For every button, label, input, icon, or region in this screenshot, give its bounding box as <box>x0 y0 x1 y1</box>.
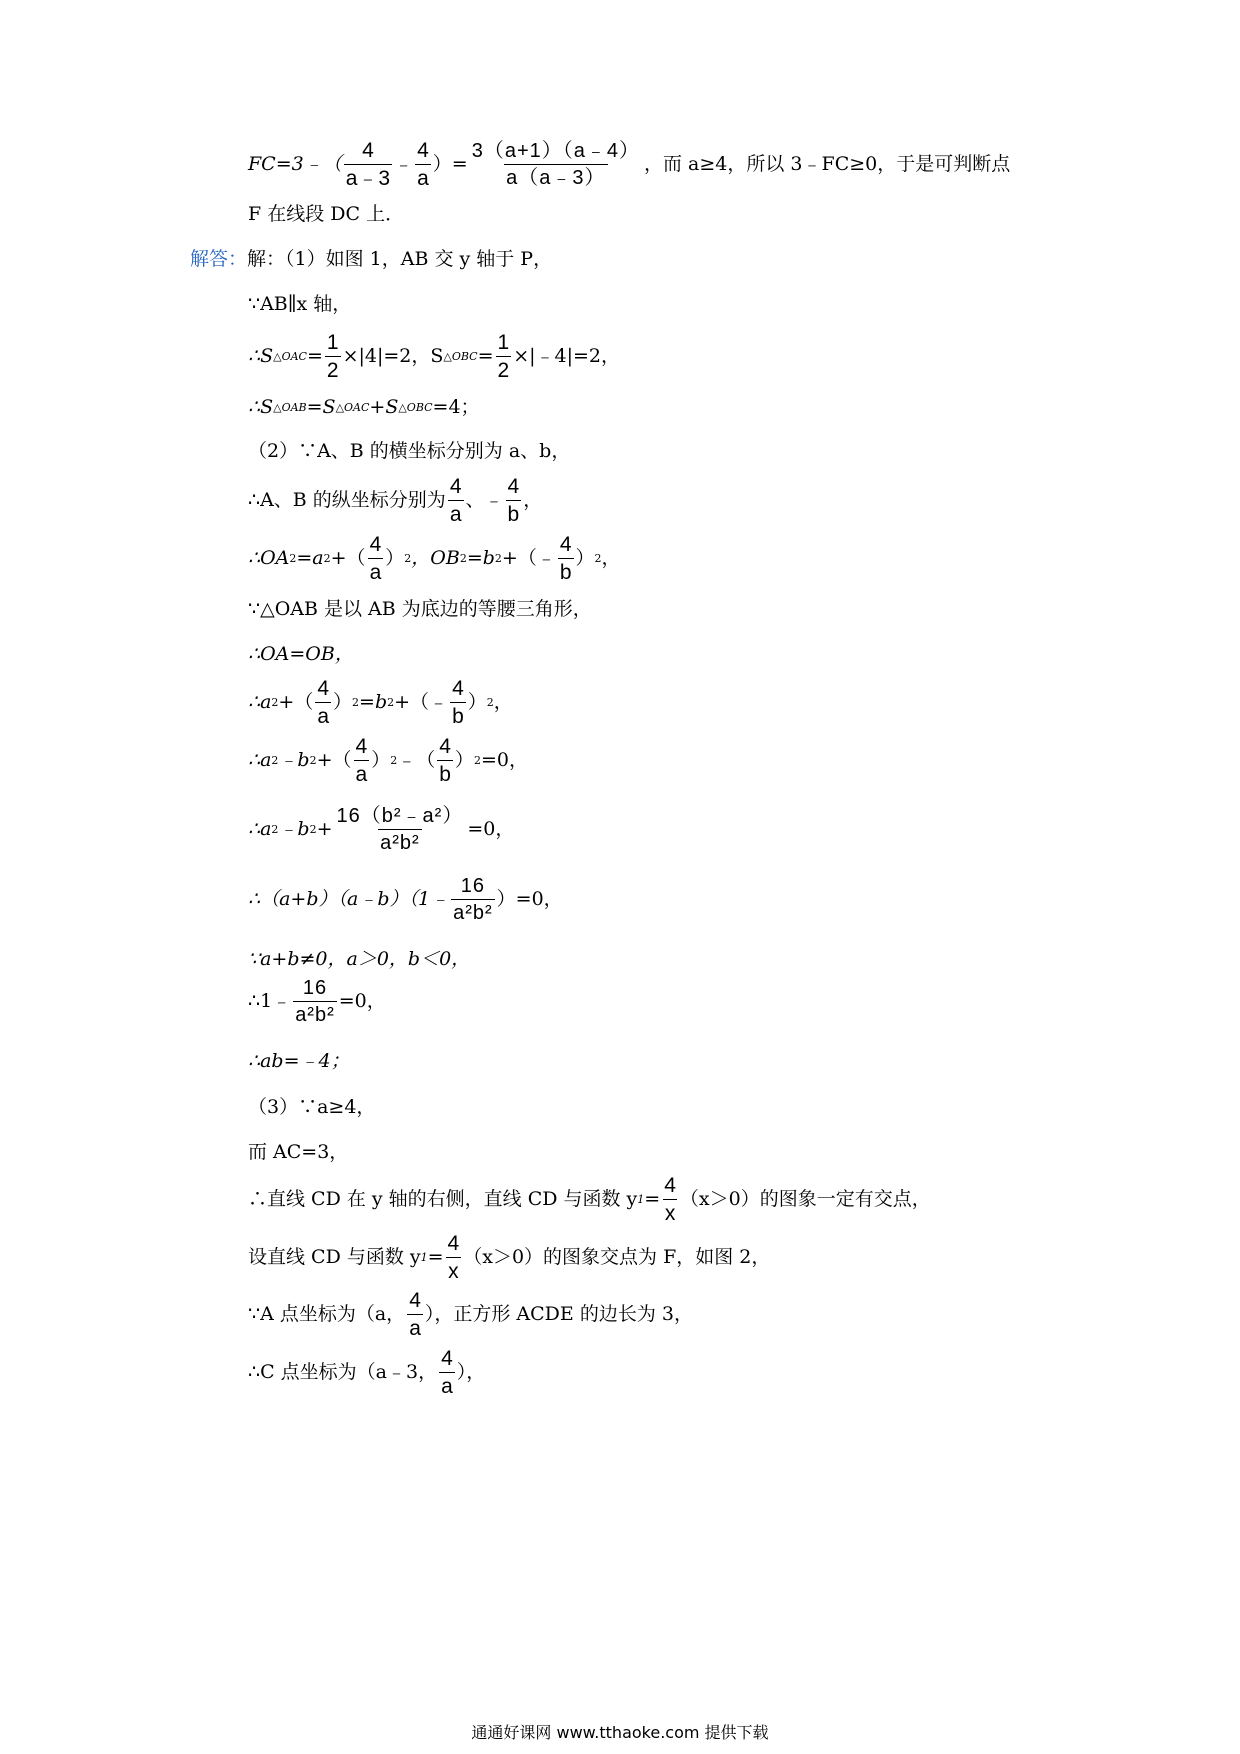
denominator: a <box>407 1314 423 1339</box>
solution-line-15 <box>248 876 563 923</box>
fraction <box>325 332 341 381</box>
text: ），正方形 ACDE 的边长为 3， <box>424 1303 693 1325</box>
numerator: 4 <box>507 475 520 498</box>
solution-line-6: ∴S △OAB =S △OAC +S △OBC =4； <box>248 396 480 418</box>
numerator: 16 <box>302 977 328 999</box>
text: ∴a <box>248 691 272 713</box>
text: ， <box>601 547 621 569</box>
denominator: a <box>448 500 464 525</box>
denominator: x <box>446 1257 461 1282</box>
fraction <box>407 1290 423 1339</box>
text: （3）∵a≥4， <box>248 1096 376 1118</box>
text: 解：（1）如图 1，AB 交 y 轴于 P， <box>247 248 553 270</box>
solution-line-24 <box>248 1348 485 1397</box>
text: ∴A、B 的纵坐标分别为 <box>248 489 446 511</box>
text: =0， <box>338 990 386 1012</box>
text: F 在线段 DC 上． <box>248 203 405 225</box>
text: ∴C 点坐标为（a﹣3， <box>248 1361 438 1383</box>
text: =0， <box>467 818 515 840</box>
fraction <box>439 1348 455 1397</box>
denominator: 2 <box>325 356 341 381</box>
text: +（﹣ <box>501 547 556 569</box>
text: ∴OA=OB， <box>248 643 354 665</box>
solution-line-17 <box>248 978 386 1025</box>
text: ） <box>385 547 405 569</box>
fraction <box>558 534 574 583</box>
text: ∴OA <box>248 547 290 569</box>
text: ）， <box>456 1361 486 1383</box>
text: ，OB <box>411 547 460 569</box>
numerator: 4 <box>417 139 429 162</box>
text: +（ <box>316 749 352 771</box>
solution-line-21: ∴直线 CD 在 y 轴的右侧，直线 CD 与函数 y 1 = $\frac{4}{x}$ （x＞0）的图象一定有交点， <box>248 1174 931 1225</box>
text: ∴S <box>248 345 274 367</box>
fraction <box>506 476 522 525</box>
solution-line-11 <box>248 645 354 664</box>
solution-line-10 <box>248 600 592 619</box>
denominator: x <box>663 1199 678 1224</box>
text: ） <box>371 749 391 771</box>
numerator: 4 <box>664 1174 676 1197</box>
numerator: 4 <box>447 1232 460 1255</box>
denominator: b <box>558 558 574 583</box>
fraction <box>448 476 464 525</box>
numerator: 4 <box>452 677 464 700</box>
text: ﹣ <box>394 153 414 175</box>
text: ∵AB∥x 轴， <box>248 293 352 315</box>
text: ﹣（ <box>397 749 436 771</box>
numerator: 4 <box>439 735 451 758</box>
denominator: a <box>315 702 331 727</box>
denominator: a²b² <box>451 899 495 923</box>
solution-line-9: ∴OA 2 =a 2 +（ $\frac{4}{a}$ ） 2 ，OB 2 =b 2 +（﹣ $\frac{4}{b}$ ） 2 ， <box>248 533 621 584</box>
answer-label: 解答： <box>190 248 248 270</box>
numerator: 4 <box>409 1289 421 1312</box>
numerator: 4 <box>441 1347 453 1370</box>
text: = <box>306 345 323 367</box>
text: （2）∵A、B 的横坐标分别为 a、b， <box>248 440 571 462</box>
text: ） <box>467 691 487 713</box>
text: ∴a <box>248 818 272 840</box>
denominator: b <box>450 702 466 727</box>
fraction <box>344 140 392 189</box>
solution-line-22: 设直线 CD 与函数 y 1 = $\frac{4}{x}$ （x＞0）的图象交点为 F，如图 2， <box>248 1232 771 1283</box>
text: ∴ab=﹣4； <box>248 1050 350 1072</box>
solution-line-20 <box>248 1143 348 1162</box>
text: ﹣b <box>278 749 310 771</box>
text: ）= <box>432 153 468 175</box>
numerator: 1 <box>326 331 339 354</box>
fraction <box>450 678 466 727</box>
text: = <box>477 345 494 367</box>
text: ∴直线 CD 在 y 轴的右侧，直线 CD 与函数 y <box>248 1188 638 1210</box>
text: =b <box>466 547 495 569</box>
fraction <box>451 876 495 923</box>
solution-line-18 <box>248 1052 350 1071</box>
text: ， <box>493 691 513 713</box>
numerator: 16（b²﹣a²） <box>336 805 464 827</box>
solution-line-16 <box>248 950 470 969</box>
text: 设直线 CD 与函数 y <box>248 1246 421 1268</box>
text: =0， <box>480 749 528 771</box>
numerator: 4 <box>369 533 382 556</box>
text: =4； <box>432 396 480 418</box>
denominator: a <box>368 558 384 583</box>
text: = <box>644 1188 661 1210</box>
text: ， <box>523 489 543 511</box>
fraction <box>446 1233 462 1282</box>
text: ﹣b <box>278 818 310 840</box>
fraction <box>470 141 642 188</box>
fraction <box>315 678 331 727</box>
fraction <box>437 736 453 785</box>
solution-line-12: ∴a 2 +（ $\frac{4}{a}$ ） 2 =b 2 +（﹣ $\frac{4}{b}$ ） 2 ， <box>248 677 513 728</box>
denominator: a <box>354 760 370 785</box>
text: FC=3﹣（ <box>248 153 342 175</box>
text: ，而 a≥4，所以 3﹣FC≥0，于是可判断点 <box>644 153 1011 175</box>
text: +（﹣ <box>394 691 449 713</box>
fraction <box>496 332 512 381</box>
solution-line-23 <box>248 1290 693 1339</box>
solution-line-7 <box>248 442 570 461</box>
numerator: 1 <box>497 331 510 354</box>
solution-line-3 <box>190 250 552 269</box>
text: +（ <box>278 691 314 713</box>
text: ）=0， <box>496 888 563 910</box>
solution-line-5: ∴S △OAC = $\frac{1}{2}$ ×|4|=2，S △OBC = $\frac{1}{2}$ ×|﹣4|=2， <box>248 331 621 382</box>
text: =S <box>306 396 336 418</box>
solution-line-13: ∴a 2 ﹣b 2 +（ $\frac{4}{a}$ ） 2 ﹣（ $\frac{4}{b}$ ） 2 =0， <box>248 735 528 786</box>
solution-line-4 <box>248 295 351 314</box>
denominator: a <box>439 1372 455 1397</box>
text: ∵a+b≠0，a＞0，b＜0， <box>248 948 471 970</box>
text: =a <box>296 547 324 569</box>
text: ∴1﹣ <box>248 990 292 1012</box>
numerator: 4 <box>317 677 330 700</box>
text: ） <box>575 547 595 569</box>
text: ） <box>454 749 474 771</box>
text: +（ <box>330 547 366 569</box>
text: ∵△OAB 是以 AB 为底边的等腰三角形， <box>248 598 592 620</box>
numerator: 4 <box>559 533 572 556</box>
solution-line-2 <box>248 205 404 224</box>
text: =b <box>359 691 388 713</box>
solution-line-14: ∴a 2 ﹣b 2 + $\frac{\text{16（b²﹣a²）}}{\text{a²b²}}$ =0， <box>248 805 515 854</box>
text: ∵A 点坐标为（a， <box>248 1303 406 1325</box>
fraction <box>335 806 466 853</box>
text: ∴S <box>248 396 274 418</box>
numerator: 16 <box>460 875 485 897</box>
denominator: a²b² <box>378 829 422 853</box>
solution-line-19 <box>248 1098 375 1117</box>
denominator: a（a﹣3） <box>504 164 607 188</box>
text: + <box>316 818 333 840</box>
page-footer: 通通好课网 www.tthaoke.com 提供下载 <box>471 1723 769 1742</box>
text: ∴a <box>248 749 272 771</box>
denominator: b <box>437 760 453 785</box>
solution-line-8 <box>248 476 542 525</box>
fraction <box>293 978 337 1025</box>
denominator: a²b² <box>293 1001 337 1025</box>
text: 而 AC=3， <box>248 1141 349 1163</box>
text: = <box>427 1246 444 1268</box>
numerator: 4 <box>449 475 462 498</box>
text: ） <box>333 691 353 713</box>
fraction <box>354 736 370 785</box>
text: ×|﹣4|=2， <box>513 345 621 367</box>
fraction <box>415 140 431 189</box>
text: ×|4|=2，S <box>342 345 444 367</box>
denominator: a <box>415 164 431 189</box>
solution-line-1 <box>248 140 1010 189</box>
text: 、﹣ <box>465 489 504 511</box>
text: ∴（a+b）（a﹣b）（1﹣ <box>248 888 450 910</box>
text: （x＞0）的图象一定有交点， <box>679 1188 931 1210</box>
fraction <box>662 1175 678 1224</box>
numerator: 4 <box>362 139 374 162</box>
text: +S <box>369 396 399 418</box>
fraction <box>368 534 384 583</box>
numerator: 3（a+1）（a﹣4） <box>471 140 641 162</box>
text: （x＞0）的图象交点为 F，如图 2， <box>463 1246 771 1268</box>
denominator: 2 <box>496 356 512 381</box>
numerator: 4 <box>355 735 368 758</box>
denominator: b <box>506 500 522 525</box>
denominator: a﹣3 <box>344 164 392 189</box>
